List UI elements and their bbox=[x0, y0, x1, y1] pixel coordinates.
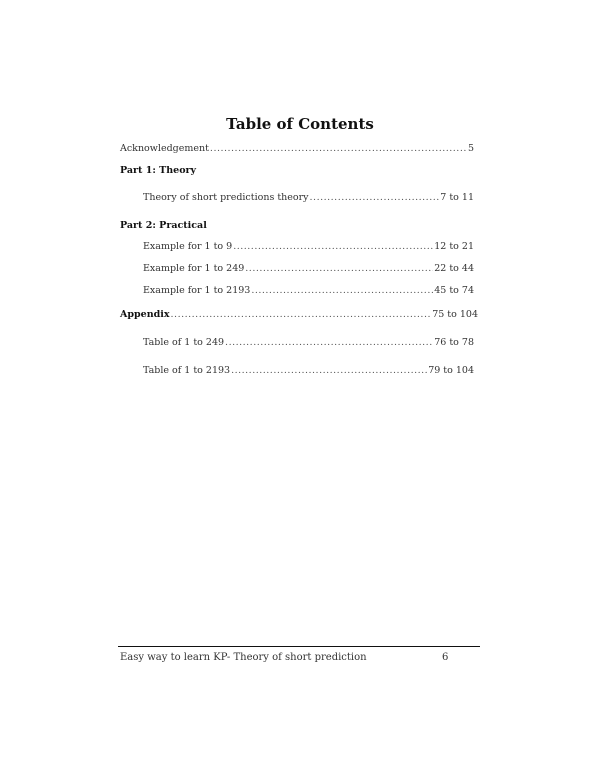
toc-entry-theory[interactable] bbox=[143, 192, 474, 203]
page-title: Table of Contents bbox=[226, 115, 374, 133]
dot-leader bbox=[233, 241, 433, 252]
toc-entry-page: 76 to 78 bbox=[434, 337, 474, 348]
dot-leader bbox=[310, 192, 440, 203]
toc-entry-label: Example for 1 to 2193 bbox=[143, 285, 251, 296]
toc-entry-acknowledgement[interactable] bbox=[120, 143, 474, 154]
toc-entry-example-1-2193[interactable] bbox=[143, 285, 474, 296]
footer-page-number: 6 bbox=[442, 652, 449, 663]
toc-entry-page: 45 to 74 bbox=[434, 285, 474, 296]
toc-entry-page: 5 bbox=[467, 143, 474, 154]
toc-entry-example-1-249[interactable] bbox=[143, 263, 474, 274]
dot-leader bbox=[245, 263, 433, 274]
toc-entry-label: Example for 1 to 9 bbox=[143, 241, 233, 252]
toc-entry-page: 22 to 44 bbox=[434, 263, 474, 274]
toc-entry-label: Appendix bbox=[120, 309, 170, 320]
part-1-heading: Part 1: Theory bbox=[120, 165, 197, 176]
toc-entry-label: Table of 1 to 2193 bbox=[143, 365, 231, 376]
toc-entry-label: Example for 1 to 249 bbox=[143, 263, 245, 274]
toc-entry-appendix[interactable] bbox=[120, 309, 478, 320]
toc-entry-page: 79 to 104 bbox=[428, 365, 474, 376]
dot-leader bbox=[171, 309, 432, 320]
footer-title: Easy way to learn KP- Theory of short prediction bbox=[120, 652, 367, 663]
dot-leader bbox=[210, 143, 467, 154]
dot-leader bbox=[225, 337, 433, 348]
toc-entry-table-1-249[interactable] bbox=[143, 337, 474, 348]
part-2-heading: Part 2: Practical bbox=[120, 220, 207, 231]
dot-leader bbox=[251, 285, 433, 296]
toc-entry-example-1-9[interactable] bbox=[143, 241, 474, 252]
toc-entry-page: 75 to 104 bbox=[432, 309, 478, 320]
toc-entry-page: 12 to 21 bbox=[434, 241, 474, 252]
toc-entry-label: Acknowledgement bbox=[120, 143, 209, 154]
dot-leader bbox=[231, 365, 427, 376]
footer-divider bbox=[118, 646, 480, 647]
toc-entry-table-1-2193[interactable] bbox=[143, 365, 474, 376]
toc-entry-label: Theory of short predictions theory bbox=[143, 192, 309, 203]
toc-entry-page: 7 to 11 bbox=[440, 192, 474, 203]
toc-entry-label: Table of 1 to 249 bbox=[143, 337, 225, 348]
